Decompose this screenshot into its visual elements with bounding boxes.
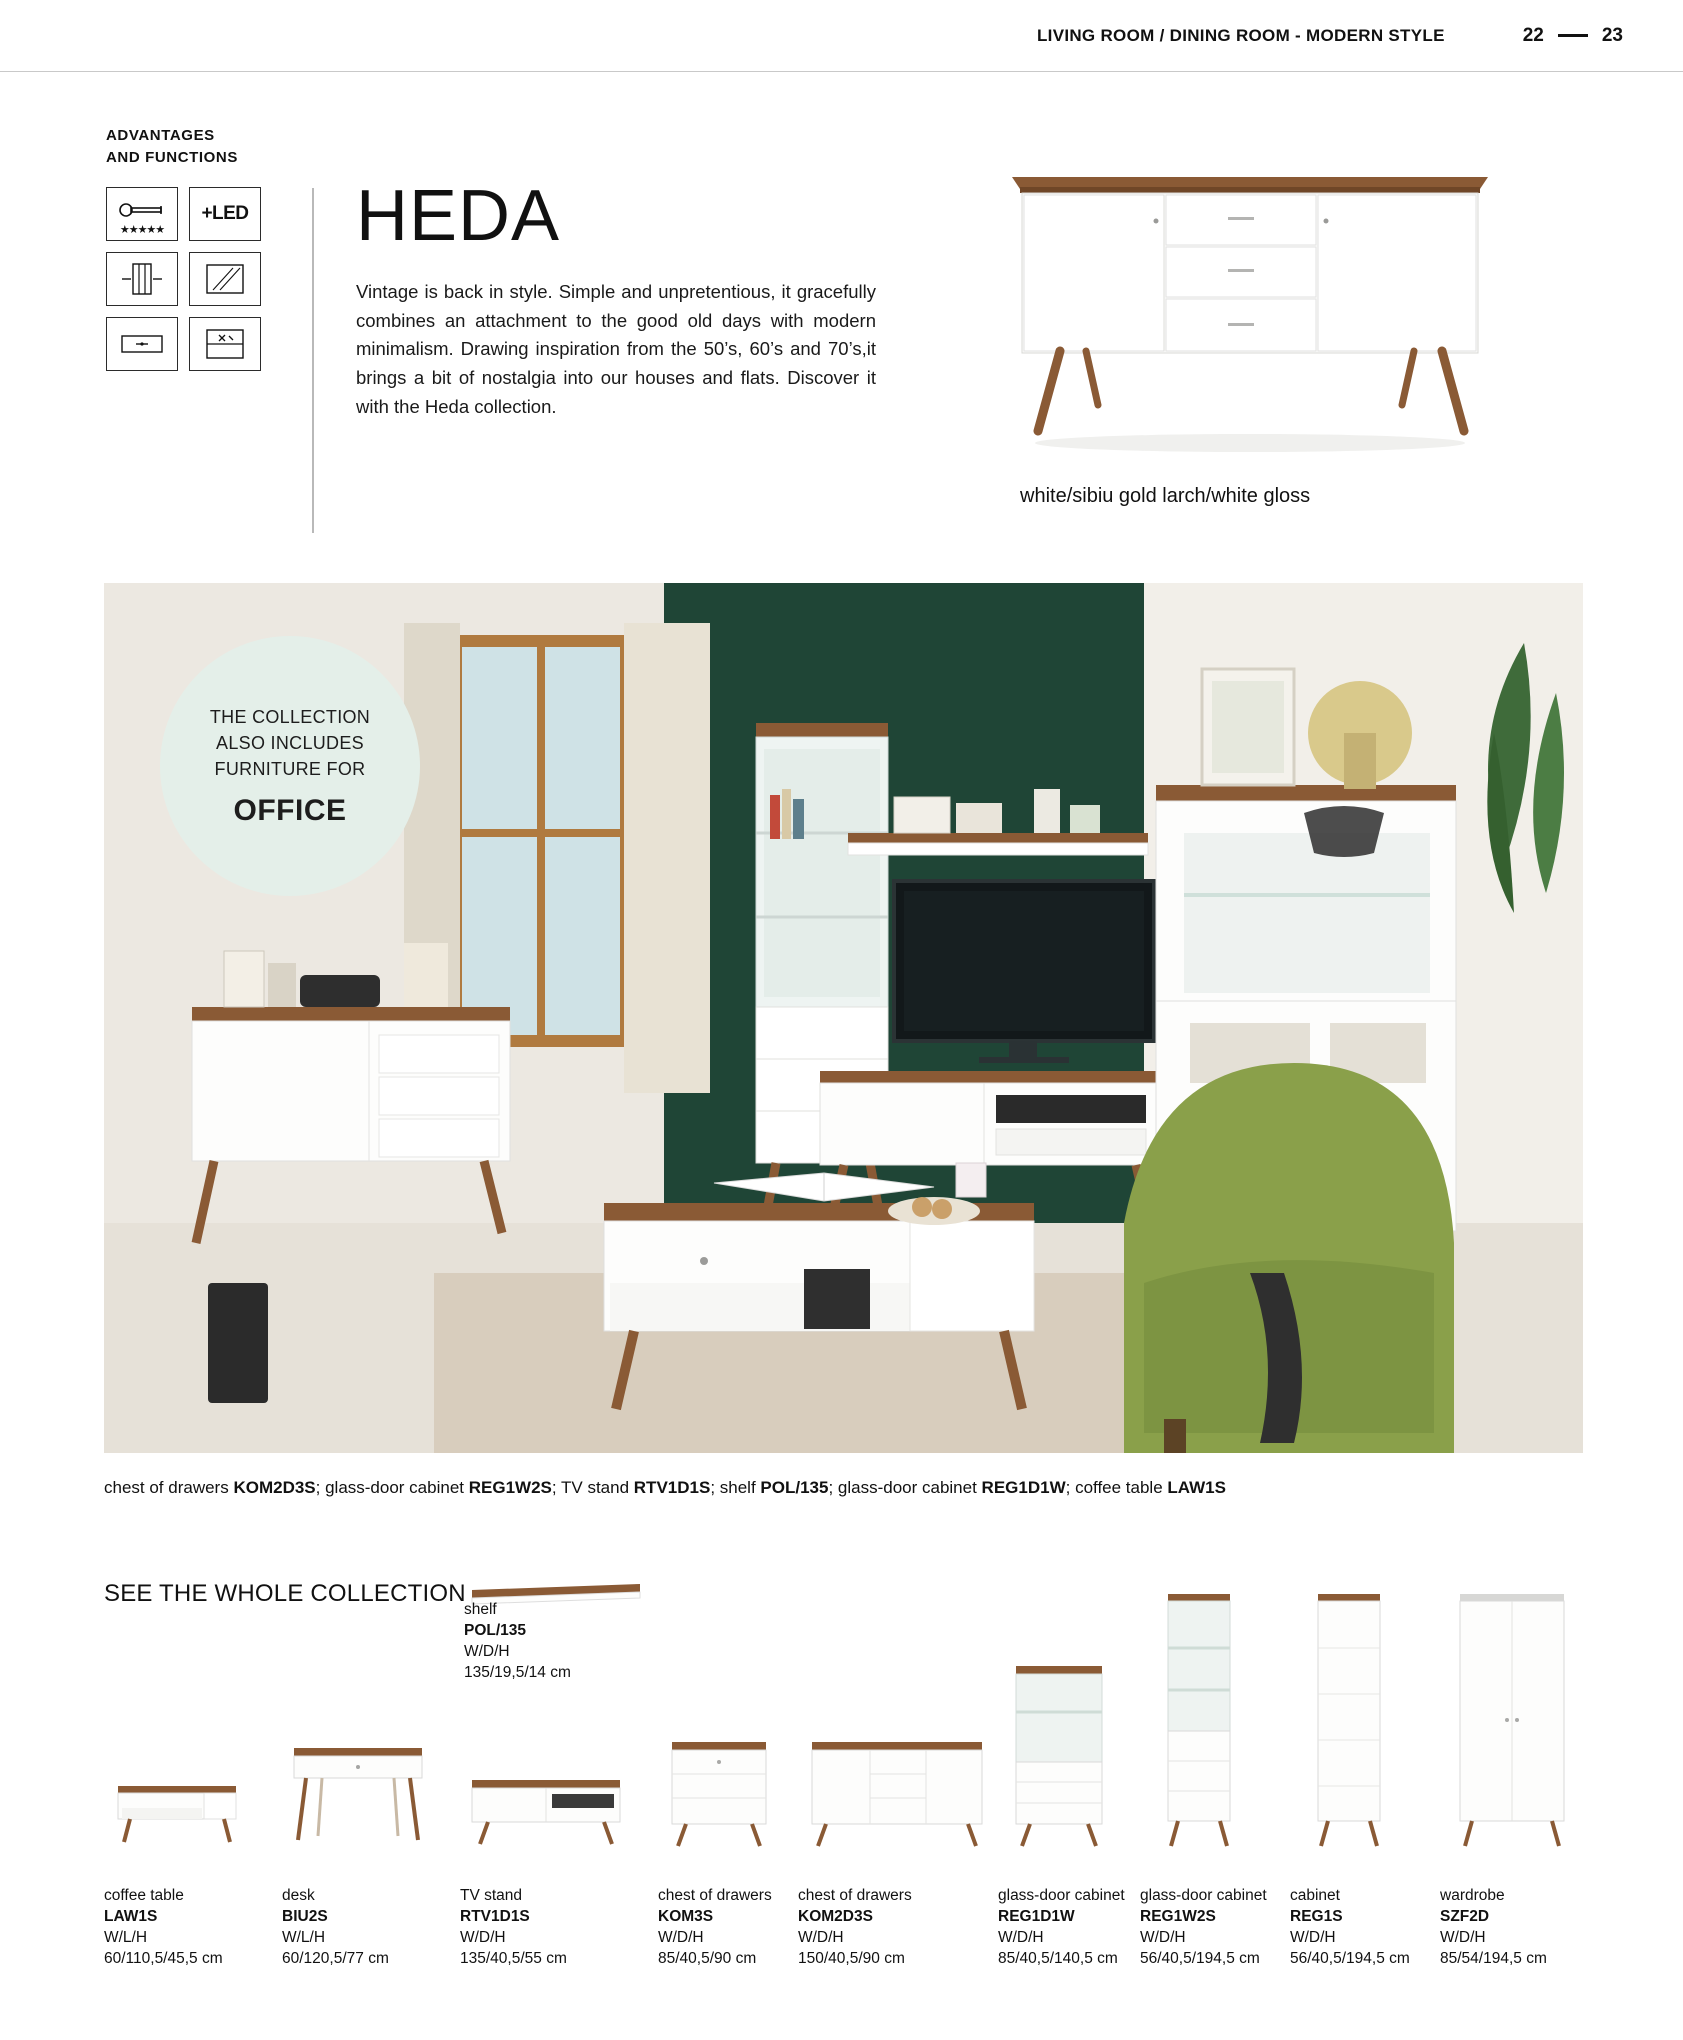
caption-code-3: POL/135 (760, 1478, 829, 1497)
soft-close-icon (189, 317, 261, 371)
led-label: +LED (201, 202, 249, 224)
coffee-table-label (104, 1886, 223, 1970)
drawer-slide-icon (106, 252, 178, 306)
caption-code-5: LAW1S (1167, 1478, 1226, 1497)
collection-badge (160, 636, 420, 896)
caption-code-1: REG1W2S (468, 1478, 552, 1497)
cabinet-reg1s-name: cabinet (1290, 1887, 1340, 1905)
cabinet-reg1d1w-dims-label: W/D/H (998, 1929, 1044, 1947)
caption-code-0: KOM2D3S (233, 1478, 316, 1497)
collection-intro (356, 176, 876, 421)
chest-kom3s-label (658, 1886, 772, 1970)
collection-items (104, 1570, 1584, 1970)
collection-item-desk[interactable] (282, 1650, 462, 1970)
cabinet-reg1d1w-thumb (1004, 1660, 1114, 1850)
collection-name: HEDA (356, 176, 561, 256)
cabinet-reg1s-label (1290, 1886, 1410, 1970)
cabinet-reg1d1w-dims: 85/40,5/140,5 cm (998, 1950, 1118, 1968)
tv-stand-label (460, 1886, 567, 1970)
coffee-table-name: coffee table (104, 1887, 184, 1905)
shelf-label (464, 1600, 571, 1684)
chest-kom2d3s-label (798, 1886, 912, 1970)
assembly-rating-stars: ★★★★★ (119, 223, 165, 236)
chest-kom2d3s-code: KOM2D3S (798, 1908, 873, 1926)
cabinet-reg1d1w-code: REG1D1W (998, 1908, 1075, 1926)
cabinet-reg1s-code: REG1S (1290, 1908, 1343, 1926)
tv-stand-dims-label: W/D/H (460, 1929, 506, 1947)
drawer-front-icon (106, 317, 178, 371)
cabinet-reg1s-dims-label: W/D/H (1290, 1929, 1336, 1947)
cabinet-reg1d1w-label (998, 1886, 1125, 1970)
wardrobe-szf2d-label (1440, 1886, 1547, 1970)
collection-section-title: SEE THE WHOLE COLLECTION (104, 1580, 466, 1607)
chest-kom3s-dims-label: W/D/H (658, 1929, 704, 1947)
cabinet-reg1s-dims: 56/40,5/194,5 cm (1290, 1950, 1410, 1968)
led-icon (189, 187, 261, 241)
advantages-title (106, 125, 266, 169)
desk-dims-label: W/L/H (282, 1929, 326, 1947)
tv-stand-name: TV stand (460, 1887, 523, 1905)
collection-item-tv-stand[interactable] (460, 1650, 640, 1970)
section-divider (312, 188, 314, 533)
tv-stand-thumb (466, 1770, 626, 1850)
cabinet-reg1w2s-label (1140, 1886, 1267, 1970)
chest-kom2d3s-name: chest of drawers (798, 1887, 912, 1905)
desk-label (282, 1886, 389, 1970)
collection-item-coffee-table[interactable] (104, 1650, 284, 1970)
badge-highlight: OFFICE (233, 794, 347, 828)
collection-description: Vintage is back in style. Simple and unpretentious, it gracefully combines an attachment to the good old days with modern minimalism. Drawing inspiration from the 50’s, 60’s and 70’s,it brings a bit of nostalgia into our houses and flats. Discover it with the Heda collection. (356, 281, 876, 417)
collection-item-cabinet-reg1d1w[interactable] (998, 1650, 1148, 1970)
hero-product-caption: white/sibiu gold larch/white gloss (1020, 485, 1311, 507)
wardrobe-szf2d-dims-label: W/D/H (1440, 1929, 1486, 1947)
caption-text-2: ; TV stand (551, 1478, 634, 1497)
page-number-left: 22 (1522, 24, 1544, 46)
chest-kom3s-dims: 85/40,5/90 cm (658, 1950, 757, 1968)
page-header (0, 0, 1683, 72)
desk-name: desk (282, 1887, 315, 1905)
advantages-title-line2: AND FUNCTIONS (106, 148, 238, 166)
chest-kom3s-code: KOM3S (658, 1908, 714, 1926)
shelf-code: POL/135 (464, 1621, 527, 1639)
cabinet-reg1w2s-dims-label: W/D/H (1140, 1929, 1186, 1947)
page-number-right: 23 (1601, 24, 1623, 46)
page-numbers (1523, 25, 1623, 47)
cabinet-reg1w2s-thumb (1154, 1590, 1244, 1850)
desk-code: BIU2S (282, 1908, 328, 1926)
badge-line-2: ALSO INCLUDES (216, 732, 364, 753)
caption-text-3: ; shelf (710, 1478, 761, 1497)
chest-kom3s-name: chest of drawers (658, 1887, 772, 1905)
caption-text-5: ; coffee table (1065, 1478, 1168, 1497)
badge-text (210, 704, 370, 782)
tv-stand-dims: 135/40,5/55 cm (460, 1950, 567, 1968)
hero-product-image (990, 155, 1510, 485)
coffee-table-dims: 60/110,5/45,5 cm (104, 1950, 223, 1968)
page-title: LIVING ROOM / DINING ROOM - MODERN STYLE (1036, 25, 1445, 45)
shelf-name: shelf (464, 1601, 497, 1618)
advantages-title-line1: ADVANTAGES (106, 127, 215, 144)
coffee-table-dims-label: W/L/H (104, 1929, 148, 1947)
page-number-divider (1558, 34, 1588, 37)
glass-panel-icon (189, 252, 261, 306)
badge-line-1: THE COLLECTION (209, 706, 371, 727)
collection-item-chest-kom2d3s[interactable] (798, 1650, 988, 1970)
assembly-tool-icon (106, 187, 178, 241)
collection-item-chest-kom3s[interactable] (658, 1650, 808, 1970)
caption-text-4: ; glass-door cabinet (828, 1478, 982, 1497)
advantages-icon-grid (106, 187, 266, 371)
chest-kom2d3s-dims-label: W/D/H (798, 1929, 844, 1947)
advantages-section (106, 125, 266, 371)
caption-code-4: REG1D1W (981, 1478, 1066, 1497)
cabinet-reg1w2s-dims: 56/40,5/194,5 cm (1140, 1950, 1260, 1968)
caption-code-2: RTV1D1S (633, 1478, 711, 1497)
shelf-dims-label: W/D/H (464, 1642, 510, 1660)
collection-item-wardrobe-szf2d[interactable] (1440, 1650, 1590, 1970)
badge-line-3: FURNITURE FOR (214, 759, 366, 780)
room-photo-caption (104, 1478, 1226, 1498)
chest-kom2d3s-thumb (804, 1730, 989, 1850)
wardrobe-szf2d-name: wardrobe (1440, 1887, 1505, 1905)
cabinet-reg1d1w-name: glass-door cabinet (998, 1887, 1125, 1905)
wardrobe-szf2d-code: SZF2D (1440, 1908, 1490, 1926)
collection-item-cabinet-reg1s[interactable] (1290, 1650, 1440, 1970)
wardrobe-szf2d-thumb (1446, 1590, 1576, 1850)
shelf-dims: 135/19,5/14 cm (464, 1663, 571, 1681)
coffee-table-thumb (112, 1780, 242, 1850)
cabinet-reg1w2s-name: glass-door cabinet (1140, 1887, 1267, 1905)
caption-text-0: chest of drawers (104, 1478, 234, 1497)
desk-dims: 60/120,5/77 cm (282, 1950, 389, 1968)
cabinet-reg1s-thumb (1304, 1590, 1394, 1850)
tv-stand-code: RTV1D1S (460, 1908, 530, 1926)
caption-text-1: ; glass-door cabinet (315, 1478, 469, 1497)
collection-item-cabinet-reg1w2s[interactable] (1140, 1650, 1290, 1970)
desk-thumb (288, 1740, 428, 1850)
wardrobe-szf2d-dims: 85/54/194,5 cm (1440, 1950, 1547, 1968)
coffee-table-code: LAW1S (104, 1908, 158, 1926)
chest-kom3s-thumb (664, 1730, 774, 1850)
cabinet-reg1w2s-code: REG1W2S (1140, 1908, 1216, 1926)
chest-kom2d3s-dims: 150/40,5/90 cm (798, 1950, 905, 1968)
